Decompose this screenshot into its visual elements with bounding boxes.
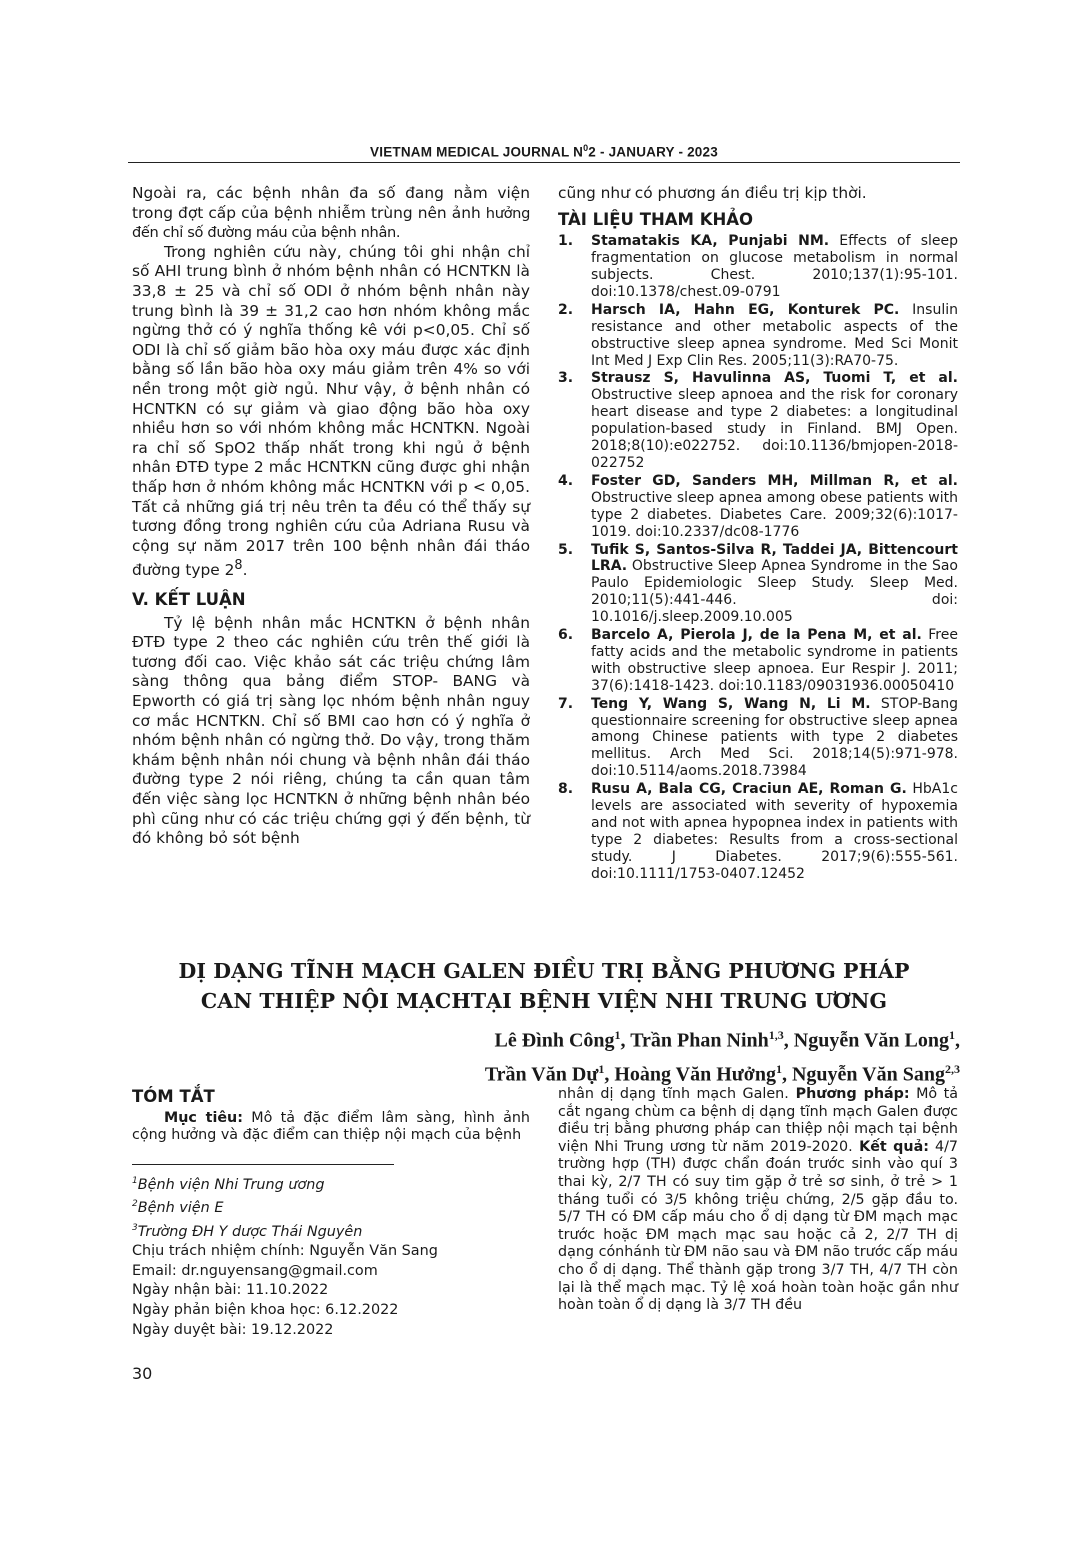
reference-number: 1. (558, 233, 574, 250)
reference-item (558, 473, 958, 541)
author-affiliation-superscript: 1 (598, 1061, 605, 1076)
paragraph-continuation: cũng như có phương án điều trị kịp thời. (558, 184, 867, 202)
reference-number: 2. (558, 301, 574, 318)
author-affiliation-superscript: 1 (614, 1028, 621, 1042)
affiliation-list (132, 1172, 532, 1242)
affiliation-name: Bệnh viện E (137, 1200, 224, 1217)
affiliation-item (132, 1172, 532, 1195)
reference-authors: Harsch IA, Hahn EG, Konturek PC. (591, 301, 900, 318)
page-number: 30 (132, 1364, 153, 1383)
author-separator: , (783, 1029, 794, 1052)
article-title-line-2: CAN THIỆP NỘI MẠCHTẠI BỆNH VIỆN NHI TRUNG ƯƠNG (200, 989, 888, 1013)
abstract-right (558, 1086, 958, 1315)
reference-item (558, 542, 958, 627)
author-line-2 (260, 1055, 960, 1089)
running-header (128, 143, 960, 160)
affiliation-superscript: 2 (132, 1199, 138, 1210)
footnote-rule (132, 1164, 394, 1165)
section-heading-conclusion: V. KẾT LUẬN (132, 590, 246, 609)
author-affiliation-superscript: 1 (949, 1028, 955, 1042)
issue-date: 2 - JANUARY - 2023 (588, 144, 718, 160)
author-separator: , (955, 1029, 960, 1052)
reference-number: 8. (558, 781, 574, 798)
affiliation-name: Bệnh viện Nhi Trung ương (137, 1176, 325, 1193)
citation-superscript: 8 (234, 558, 243, 574)
reference-authors: Strausz S, Havulinna AS, Tuomi T, et al. (591, 370, 958, 387)
received-date: Ngày nhận bài: 11.10.2022 (132, 1282, 329, 1299)
reference-text: Free fatty acids and the metabolic syndrome in patients with obstructive sleep apnoea. Eur Respir J. 2011; 37(6):1418-1423. doi:10.1183/09031936.00050410 (591, 627, 958, 694)
affiliation-name: Trường ĐH Y dược Thái Nguyên (137, 1223, 363, 1240)
reference-text: HbA1c levels are associated with severity of hypoxemia and not with apnea hypopnea index in patients with type 2 diabetes: Results from a cross-sectional study. J Diabetes. 2017;9(6):555-561. doi:10.1111/1753-0407.12452 (591, 781, 958, 882)
reference-authors: Barcelo A, Pierola J, de la Pena M, et al. (591, 627, 922, 644)
left-column (132, 184, 530, 849)
article-title (128, 956, 960, 1016)
reference-item (558, 233, 958, 301)
author-name: Trần Phan Ninh (630, 1029, 769, 1052)
abstract-continuation: nhân dị dạng tĩnh mạch Galen. Phương pháp: Mô tả cắt ngang chùm ca bệnh dị dạng tĩnh mạch Galen được điều trị bằng phương pháp can thiệp nội mạch tại bệnh viện Nhi Trung ương từ năm 2019-2020. Kết quả: 4/7 trường hợp (TH) được chẩn đoán trước sinh vào quí 3 thai kỳ, 2/7 TH có suy tim gặp ở trẻ sơ sinh, ở trẻ > 1 tháng tuổi có 3/5 không triệu chứng, 2/5 gặp đầu to. 5/7 TH có ĐM cấp máu cho ổ dị dạng từ ĐM mạch mạc trước hoặc ĐM mạch mạc sau hoặc cả 2, 2/7 TH dị dạng cónhánh từ ĐM não sau và ĐM não trước cấp máu cho ổ dị dạng. Thể thành gặp trong 3/7 TH, 4/7 TH còn lại là thể mạch mạc. Tỷ lệ xoá hoàn toàn hoặc gần như hoàn toàn ổ dị dạng là 3/7 TH đều (558, 1086, 958, 1314)
footnotes (132, 1172, 532, 1340)
author-separator: , (604, 1063, 615, 1086)
paragraph-infection: Ngoài ra, các bệnh nhân đa số đang nằm viện trong đợt cấp của bệnh nhiễm trùng nên ảnh hưởng đến chỉ số đường máu của bệnh nhân. (132, 184, 530, 242)
reference-text: Effects of sleep fragmentation on glucose metabolism in normal subjects. Chest. 2010;137(1):95-101. doi:10.1378/chest.09-0791 (591, 233, 958, 300)
author-separator: , (620, 1029, 631, 1052)
reference-authors: Stamatakis KA, Punjabi NM. (591, 233, 830, 250)
reference-list (558, 233, 958, 882)
section-heading-references: TÀI LIỆU THAM KHẢO (558, 209, 754, 229)
reference-item (558, 627, 958, 695)
paragraph-ahi-odi: Trong nghiên cứu này, chúng tôi ghi nhận chỉ số AHI trung bình ở nhóm bệnh nhân có HCNTKN là 33,8 ± 25 và chỉ số ODI ở nhóm bệnh nhân này trung bình là 39 ± 31,2 cao hơn nhóm không mắc ngừng thở có ý nghĩa thống kê với p<0,05. Chỉ số ODI là chỉ số giảm bão hòa oxy máu được xác định bằng số lần bão hòa oxy máu giảm trên 4% so với nền trong một giờ ngủ. Như vậy, ở bệnh nhân có HCNTKN có sự giảm và giao động bão hòa oxy nhiều hơn so với nhóm không mắc HCNTKN. Ngoài ra chỉ số SpO2 thấp nhất trong khi ngủ ở bệnh nhân ĐTĐ type 2 mắc HCNTKN cũng được ghi nhận thấp hơn ở nhóm không mắc HCNTKN với p < 0,05. Tất cả những giá trị nêu trên ta đều có thể thấy sự tương đồng trong nghiên cứu của Adriana Rusu và cộng sự năm 2017 trên 100 bệnh nhân đái tháo đường type $2^8$. (132, 242, 530, 580)
affiliation-superscript: 3 (132, 1222, 138, 1233)
reviewed-date: Ngày phản biện khoa học: 6.12.2022 (132, 1301, 399, 1318)
issue-superscript: 0 (583, 143, 589, 153)
reference-item (558, 781, 958, 882)
author-line-1 (260, 1021, 960, 1055)
reference-text: Obstructive sleep apnea among obese patients with type 2 diabetes. Diabetes Care. 2009;32(6):1017-1019. doi:10.2337/dc08-1776 (591, 489, 958, 540)
reference-authors: Tufik S, Santos-Silva R, Taddei JA, Bittencourt LRA. (591, 541, 958, 575)
author-list (260, 1021, 960, 1088)
journal-name: VIETNAM MEDICAL JOURNAL N (370, 144, 584, 160)
abstract-objective: Mục tiêu: Mô tả đặc điểm lâm sàng, hình ảnh cộng hưởng và đặc điểm can thiệp nội mạch của bệnh (132, 1109, 530, 1144)
reference-number: 6. (558, 627, 574, 644)
corresponding-author: Chịu trách nhiệm chính: Nguyễn Văn Sang (132, 1243, 438, 1260)
article-title-line-1: DỊ DẠNG TĨNH MẠCH GALEN ĐIỀU TRỊ BẰNG PHƯƠNG PHÁP (178, 959, 910, 983)
reference-text: Obstructive Sleep Apnea Syndrome in the Sao Paulo Epidemiologic Sleep Study. Sleep Med. 2010;11(5):441-446. doi: 10.1016/j.sleep.2009.10.005 (591, 558, 958, 626)
reference-authors: Teng Y, Wang S, Wang N, Li M. (591, 695, 871, 712)
abstract-left (132, 1088, 530, 1145)
reference-number: 5. (558, 541, 574, 558)
reference-text: Insulin resistance and other metabolic aspects of the obstructive sleep apnea syndrome. Med Sci Monit Int Med J Exp Clin Res. 2005;11(3):RA70-75. (591, 301, 958, 369)
author-affiliation-superscript: 1 (775, 1061, 782, 1076)
author-affiliation-superscript: 2,3 (945, 1061, 960, 1076)
header-rule (128, 162, 960, 163)
affiliation-item (132, 1219, 532, 1242)
approved-date: Ngày duyệt bài: 19.12.2022 (132, 1321, 334, 1338)
reference-item (558, 696, 958, 781)
reference-text: STOP-Bang questionnaire screening for obstructive sleep apnea among Chinese patients with type 2 diabetes mellitus. Arch Med Sci. 2018;14(5):971-978. doi:10.5114/aoms.2018.73984 (591, 695, 958, 780)
reference-authors: Foster GD, Sanders MH, Millman R, et al. (591, 472, 958, 489)
reference-authors: Rusu A, Bala CG, Craciun AE, Roman G. (591, 781, 907, 798)
affiliation-item (132, 1195, 532, 1218)
reference-number: 7. (558, 695, 574, 712)
reference-item (558, 370, 958, 471)
author-name: Lê Đình Công (494, 1029, 615, 1052)
author-separator: , (781, 1063, 792, 1086)
paragraph-conclusion: Tỷ lệ bệnh nhân mắc HCNTKN ở bệnh nhân ĐTĐ type 2 theo các nghiên cứu trên thế giới là tương đối cao. Việc khảo sát các triệu chứng lâm sàng thông qua bảng điểm STOP- BANG và Epworth có giá trị sàng lọc nhóm bệnh nhân nguy cơ mắc HCNTKN. Chỉ số BMI cao hơn có ý nghĩa ở nhóm bệnh nhân có ngừng thở. Do vậy, trong thăm khám bệnh nhân nói chung và bệnh nhân đái tháo đường type 2 nói riêng, chúng ta cần quan tâm đến việc sàng lọc HCNTKN ở những bệnh nhân béo phì cũng như có các triệu chứng gợi ý đến bệnh, từ đó không bỏ sót bệnh (132, 613, 530, 848)
right-column (558, 184, 958, 884)
reference-item (558, 302, 958, 370)
reference-number: 3. (558, 370, 574, 387)
reference-number: 4. (558, 472, 574, 489)
author-name: Nguyễn Văn Sang (791, 1063, 945, 1086)
abstract-heading: TÓM TẮT (132, 1087, 215, 1106)
affiliation-superscript: 1 (132, 1176, 138, 1186)
reference-text: Obstructive sleep apnoea and the risk for coronary heart disease and type 2 diabetes: a longitudinal population-based study in Finland. BMJ Open. 2018;8(10):e022752. doi:10.1136/bmjopen-2018-022752 (591, 387, 958, 471)
author-name: Hoàng Văn Hưởng (614, 1063, 776, 1086)
author-affiliation-superscript: 1,3 (768, 1028, 784, 1042)
author-name: Trần Văn Dự (484, 1063, 599, 1086)
author-name: Nguyễn Văn Long (793, 1029, 949, 1052)
email: Email: dr.nguyensang@gmail.com (132, 1262, 378, 1279)
